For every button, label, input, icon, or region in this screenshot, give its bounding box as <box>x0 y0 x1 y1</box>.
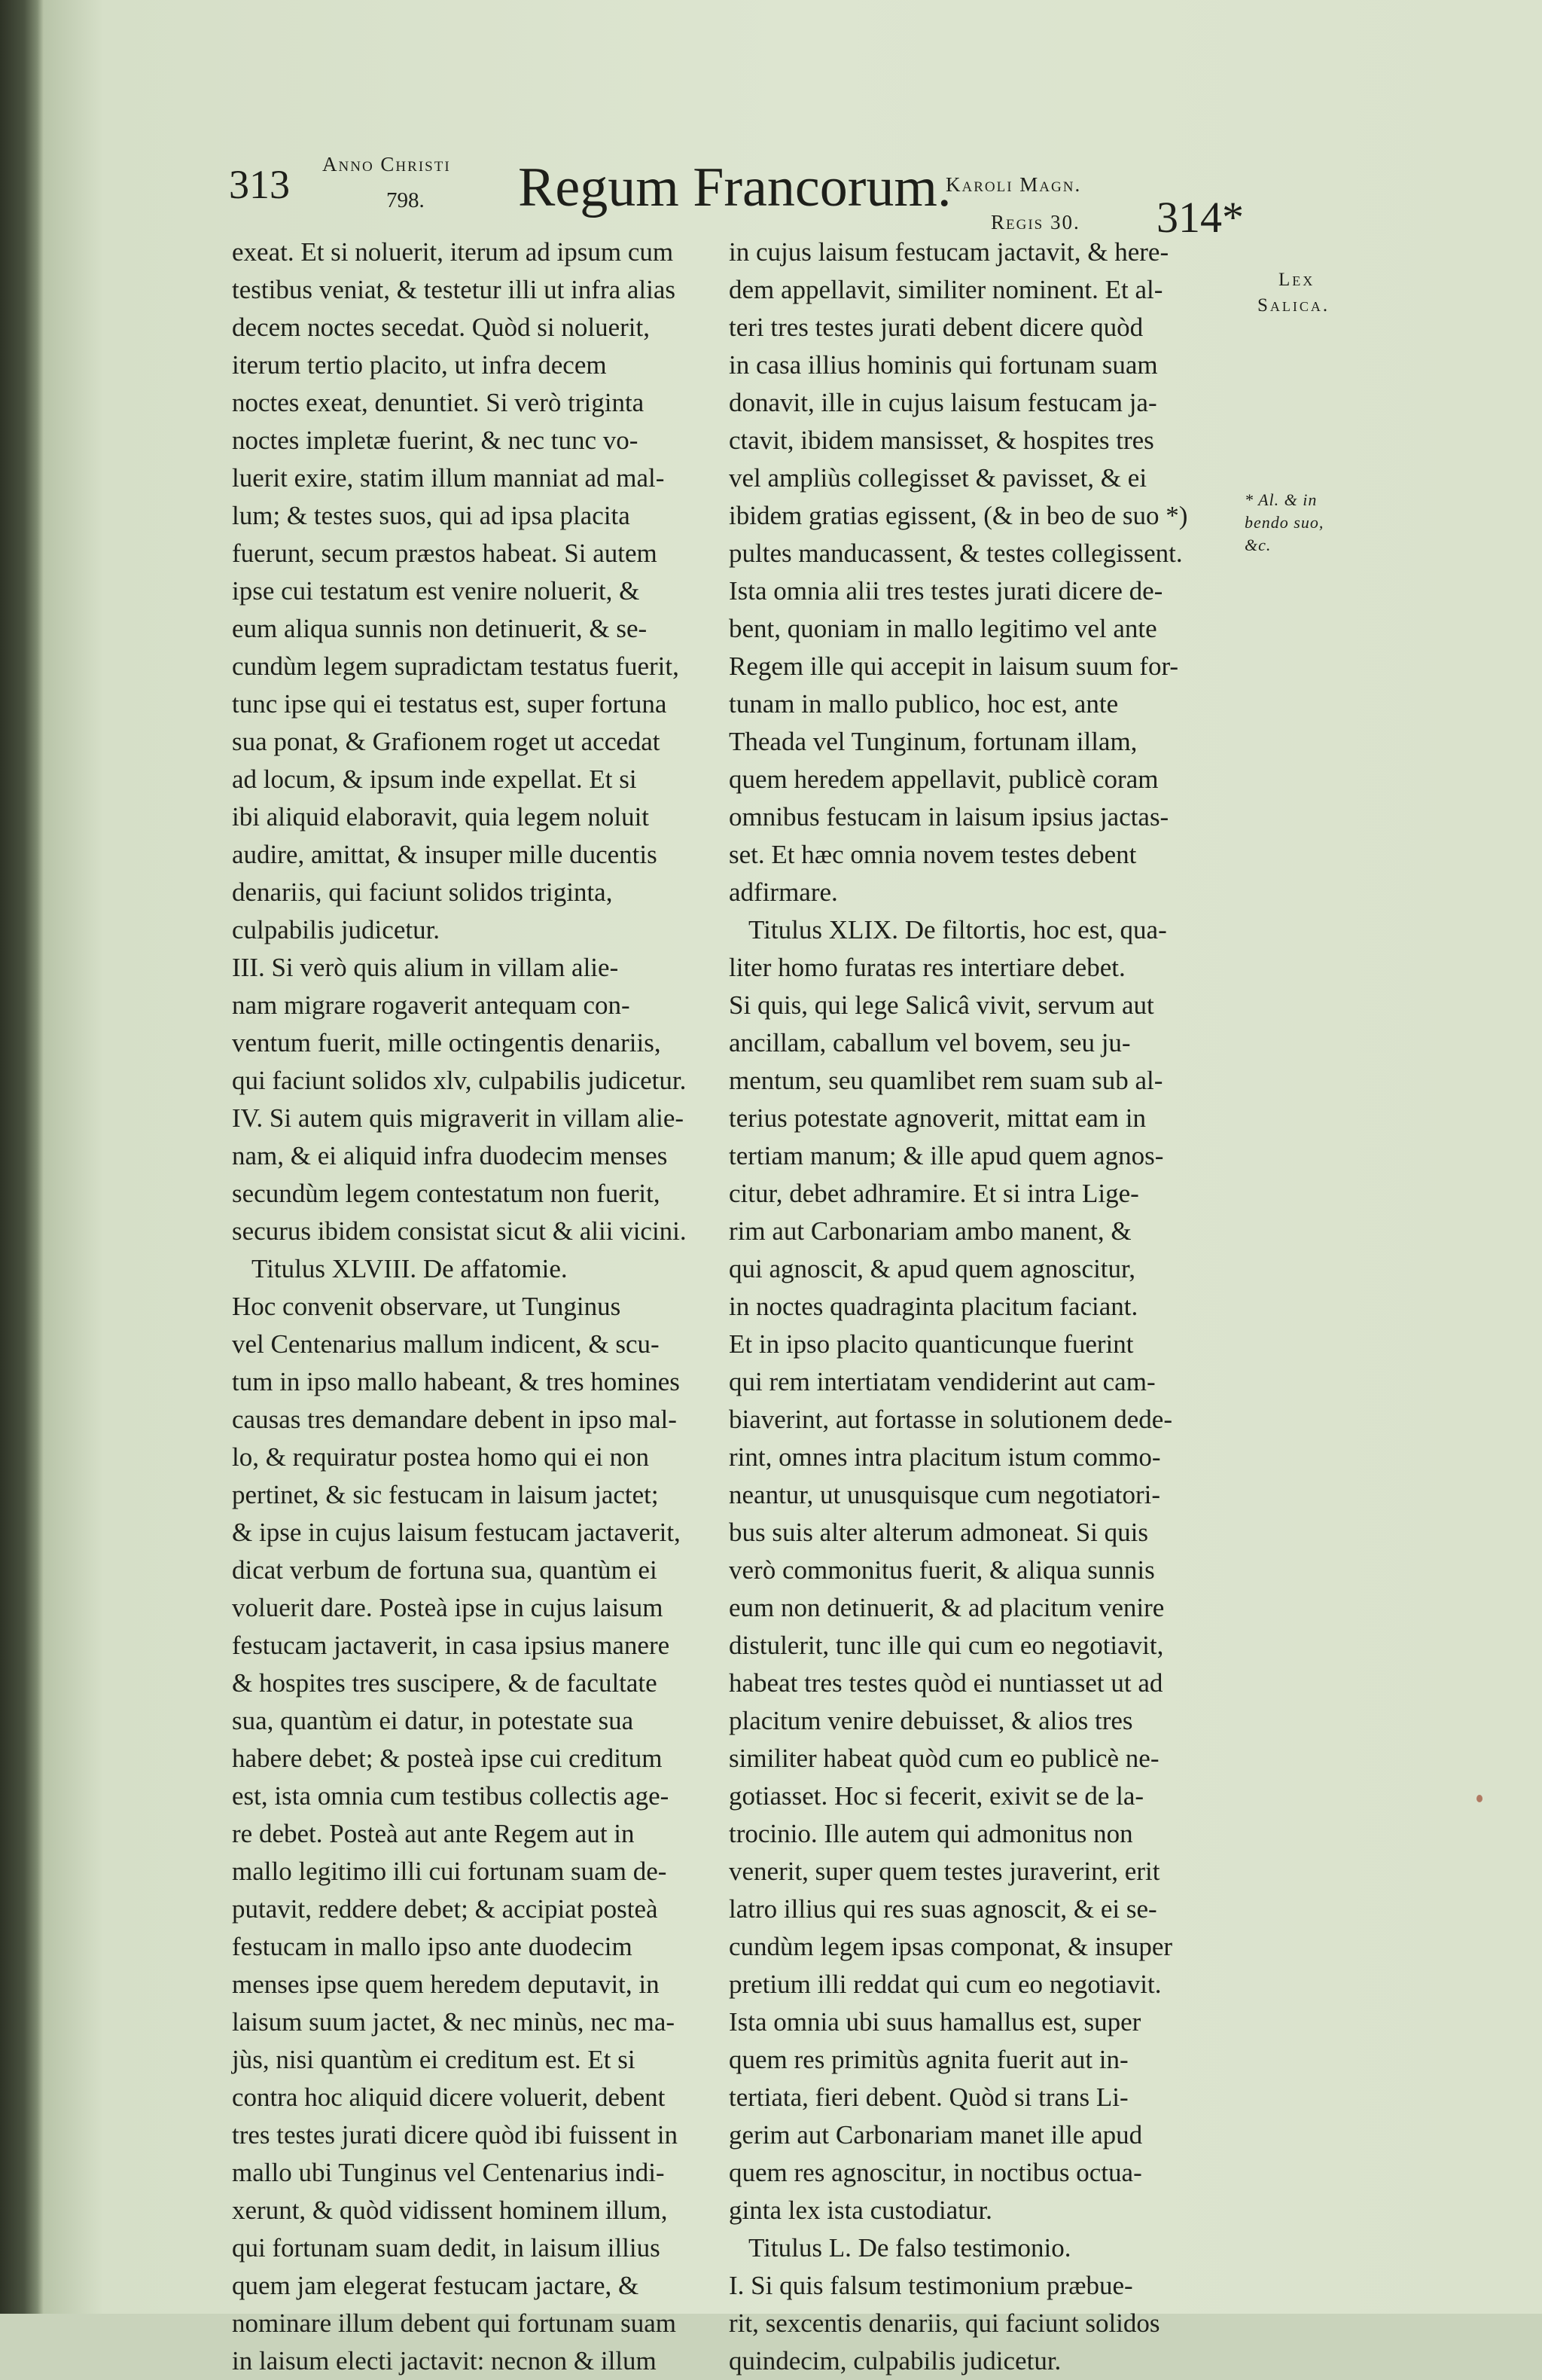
text-line: mallo ubi Tunginus vel Centenarius indi- <box>232 2158 665 2187</box>
text-line: adfirmare. <box>729 877 838 907</box>
book-binding-shadow <box>0 0 44 2314</box>
text-line: pretium illi reddat qui cum eo negotiavit. <box>729 1970 1162 1999</box>
text-line: rint, omnes intra placitum istum commo- <box>729 1442 1161 1472</box>
text-line: tunam in mallo publico, hoc est, ante <box>729 689 1119 719</box>
text-line: ancillam, caballum vel bovem, seu ju- <box>729 1028 1131 1057</box>
text-line: liter homo furatas res intertiare debet. <box>729 953 1126 982</box>
text-line: gotiasset. Hoc si fecerit, exivit se de la- <box>729 1781 1144 1811</box>
text-line: ginta lex ista custodiatur. <box>729 2195 992 2225</box>
text-line: distulerit, tunc ille qui cum eo negotiavit, <box>729 1631 1164 1660</box>
text-line: ibidem gratias egissent, (& in beo de suo *) <box>729 501 1188 530</box>
text-line: festucam jactaverit, in casa ipsius manere <box>232 1631 670 1660</box>
text-line: ibi aliquid elaboravit, quia legem noluit <box>232 802 650 831</box>
text-line: cundùm legem ipsas componat, & insuper <box>729 1932 1173 1961</box>
text-line: noctes impletæ fuerint, & nec tunc vo- <box>232 426 638 455</box>
book-page <box>44 0 1542 2375</box>
text-line: ctavit, ibidem mansisset, & hospites tres <box>729 426 1154 455</box>
text-line: tum in ipso mallo habeant, & tres homines <box>232 1367 680 1396</box>
text-line: donavit, ille in cujus laisum festucam ja- <box>729 388 1157 417</box>
text-line: & ipse in cujus laisum festucam jactaverit, <box>232 1518 681 1547</box>
year-label: 798. <box>386 188 425 212</box>
text-line: rim aut Carbonariam ambo manent, & <box>729 1216 1132 1246</box>
text-line: latro illius qui res suas agnoscit, & ei se- <box>729 1894 1157 1924</box>
text-line: decem noctes secedat. Quòd si noluerit, <box>232 313 650 342</box>
text-line: terius potestate agnoverit, mittat eam in <box>729 1103 1147 1133</box>
text-line: eum non detinuerit, & ad placitum venire <box>729 1593 1165 1622</box>
text-line: Hoc convenit observare, ut Tunginus <box>232 1292 621 1321</box>
text-line: nam migrare rogaverit antequam con- <box>232 990 630 1020</box>
text-line: quem res primitùs agnita fuerit aut in- <box>729 2045 1129 2074</box>
text-line: omnibus festucam in laisum ipsius jactas- <box>729 802 1169 831</box>
text-line: voluerit dare. Posteà ipse in cujus laisum <box>232 1593 663 1622</box>
paper-spot <box>1476 1795 1483 1802</box>
text-line: tres testes jurati dicere quòd ibi fuissent in <box>232 2120 678 2150</box>
text-line: causas tres demandare debent in ipso mal- <box>232 1405 677 1434</box>
text-line: dicat verbum de fortuna sua, quantùm ei <box>232 1555 657 1585</box>
regis-label: Regis 30. <box>991 211 1080 233</box>
text-line: vel Centenarius mallum indicent, & scu- <box>232 1329 660 1359</box>
text-line: quem jam elegerat festucam jactare, & <box>232 2271 639 2300</box>
text-line: eum aliqua sunnis non detinuerit, & se- <box>232 614 648 643</box>
text-line: & hospites tres suscipere, & de facultate <box>232 1668 657 1698</box>
text-line: tertiam manum; & ille apud quem agnos- <box>729 1141 1164 1170</box>
text-line: bent, quoniam in mallo legitimo vel ante <box>729 614 1157 643</box>
running-title: Regum Francorum. <box>518 157 952 218</box>
text-line: pultes manducassent, & testes collegissent. <box>729 539 1183 568</box>
text-line: verò commonitus fuerit, & aliqua sunnis <box>729 1555 1155 1585</box>
text-line: venerit, super quem testes juraverint, erit <box>729 1857 1160 1886</box>
karoli-label: Karoli Magn. <box>946 173 1082 196</box>
text-line: xerunt, & quòd vidissent hominem illum, <box>232 2195 668 2225</box>
text-line: in noctes quadraginta placitum faciant. <box>729 1292 1138 1321</box>
text-line: culpabilis judicetur. <box>232 915 440 944</box>
text-line: cundùm legem supradictam testatus fuerit, <box>232 651 679 681</box>
text-line: ad locum, & ipsum inde expellat. Et si <box>232 764 637 794</box>
text-line: placitum venire debuisset, & alios tres <box>729 1706 1133 1735</box>
text-line: laisum suum jactet, & nec minùs, nec ma- <box>232 2007 675 2037</box>
text-line: Ista omnia alii tres testes jurati dicere de- <box>729 576 1163 606</box>
text-line: nominare illum debent qui fortunam suam <box>232 2308 677 2338</box>
text-line: quem heredem appellavit, publicè coram <box>729 764 1159 794</box>
section-heading: Titulus L. De falso testimonio. <box>748 2233 1071 2263</box>
text-line: in laisum electi jactavit: necnon & illum <box>232 2346 657 2375</box>
text-line: bus suis alter alterum admoneat. Si quis <box>729 1518 1148 1547</box>
text-line: pertinet, & sic festucam in laisum jactet; <box>232 1480 659 1509</box>
text-line: qui rem intertiatam vendiderint aut cam- <box>729 1367 1156 1396</box>
text-line: ventum fuerit, mille octingentis denariis, <box>232 1028 661 1057</box>
text-line: contra hoc aliquid dicere voluerit, debent <box>232 2082 666 2112</box>
text-line: similiter habeat quòd cum eo publicè ne- <box>729 1744 1160 1773</box>
text-line: re debet. Posteà aut ante Regem aut in <box>232 1819 635 1848</box>
text-line: mentum, seu quamlibet rem suam sub al- <box>729 1066 1163 1095</box>
text-line: denariis, qui faciunt solidos triginta, <box>232 877 613 907</box>
text-line: habere debet; & posteà ipse cui creditum <box>232 1744 663 1773</box>
text-line: tertiata, fieri debent. Quòd si trans Li- <box>729 2082 1129 2112</box>
text-line: ipse cui testatum est venire noluerit, & <box>232 576 640 606</box>
text-line: sua, quantùm ei datur, in potestate sua <box>232 1706 634 1735</box>
text-line: biaverint, aut fortasse in solutionem dede- <box>729 1405 1173 1434</box>
text-line: jùs, nisi quantùm ei creditum est. Et si <box>232 2045 635 2074</box>
anno-christi-label: Anno Christi <box>322 153 451 175</box>
text-line: lum; & testes suos, qui ad ipsa placita <box>232 501 630 530</box>
text-line: set. Et hæc omnia novem testes debent <box>729 840 1137 869</box>
text-line: quindecim, culpabilis judicetur. <box>729 2346 1062 2375</box>
margin-note-variant-1: * Al. & in <box>1245 490 1318 509</box>
text-line: est, ista omnia cum testibus collectis age- <box>232 1781 669 1811</box>
text-line: IV. Si autem quis migraverit in villam alie- <box>232 1103 684 1133</box>
text-line: in casa illius hominis qui fortunam suam <box>729 350 1158 380</box>
text-line: iterum tertio placito, ut infra decem <box>232 350 607 380</box>
text-line: trocinio. Ille autem qui admonitus non <box>729 1819 1133 1848</box>
text-line: mallo legitimo illi cui fortunam suam de- <box>232 1857 667 1886</box>
text-line: tunc ipse qui ei testatus est, super fortuna <box>232 689 667 719</box>
right-text-column <box>729 233 1271 2380</box>
page-number-right: 314* <box>1156 193 1244 242</box>
text-line: Ista omnia ubi suus hamallus est, super <box>729 2007 1141 2037</box>
left-text-column <box>232 233 759 2380</box>
text-line: quem res agnoscitur, in noctibus octua- <box>729 2158 1142 2187</box>
text-line: audire, amittat, & insuper mille ducentis <box>232 840 657 869</box>
text-line: qui fortunam suam dedit, in laisum illius <box>232 2233 660 2263</box>
margin-note-salica: Salica. <box>1257 295 1330 316</box>
text-line: teri tres testes jurati debent dicere quòd <box>729 313 1144 342</box>
text-line: secundùm legem contestatum non fuerit, <box>232 1179 660 1208</box>
text-line: Si quis, qui lege Salicâ vivit, servum aut <box>729 990 1154 1020</box>
text-line: I. Si quis falsum testimonium præbue- <box>729 2271 1133 2300</box>
text-line: putavit, reddere debet; & accipiat posteà <box>232 1894 658 1924</box>
section-heading: Titulus XLVIII. De affatomie. <box>251 1254 568 1283</box>
page-number-left: 313 <box>229 162 290 207</box>
text-line: testibus veniat, & testetur illi ut infra alias <box>232 275 676 304</box>
text-line: Theada vel Tunginum, fortunam illam, <box>729 727 1138 756</box>
margin-note-variant-3: &c. <box>1245 536 1272 554</box>
text-line: in cujus laisum festucam jactavit, & here- <box>729 237 1169 267</box>
text-line: exeat. Et si noluerit, iterum ad ipsum cum <box>232 237 674 267</box>
text-line: rit, sexcentis denariis, qui faciunt solidos <box>729 2308 1160 2338</box>
margin-note-lex: Lex <box>1278 270 1315 290</box>
text-line: neantur, ut unusquisque cum negotiatori- <box>729 1480 1161 1509</box>
text-line: nam, & ei aliquid infra duodecim menses <box>232 1141 668 1170</box>
text-line: citur, debet adhramire. Et si intra Lige- <box>729 1179 1139 1208</box>
text-line: Regem ille qui accepit in laisum suum for- <box>729 651 1179 681</box>
text-line: qui agnoscit, & apud quem agnoscitur, <box>729 1254 1136 1283</box>
text-line: securus ibidem consistat sicut & alii vicini. <box>232 1216 687 1246</box>
text-line: noctes exeat, denuntiet. Si verò triginta <box>232 388 645 417</box>
text-line: Et in ipso placito quanticunque fuerint <box>729 1329 1134 1359</box>
text-line: III. Si verò quis alium in villam alie- <box>232 953 619 982</box>
text-line: gerim aut Carbonariam manet ille apud <box>729 2120 1143 2150</box>
text-line: festucam in mallo ipso ante duodecim <box>232 1932 632 1961</box>
text-line: lo, & requiratur postea homo qui ei non <box>232 1442 650 1472</box>
text-line: vel ampliùs collegisset & pavisset, & ei <box>729 463 1147 493</box>
margin-note-variant-2: bendo suo, <box>1245 513 1324 532</box>
section-heading: Titulus XLIX. De filtortis, hoc est, qua- <box>748 915 1167 944</box>
text-line: habeat tres testes quòd ei nuntiasset ut ad <box>729 1668 1163 1698</box>
text-line: qui faciunt solidos xlv, culpabilis judicetur. <box>232 1066 687 1095</box>
text-line: dem appellavit, similiter nominent. Et al- <box>729 275 1163 304</box>
text-line: fuerunt, secum præstos habeat. Si autem <box>232 539 657 568</box>
text-line: sua ponat, & Grafionem roget ut accedat <box>232 727 660 756</box>
text-line: menses ipse quem heredem deputavit, in <box>232 1970 660 1999</box>
text-line: luerit exire, statim illum manniat ad mal- <box>232 463 665 493</box>
